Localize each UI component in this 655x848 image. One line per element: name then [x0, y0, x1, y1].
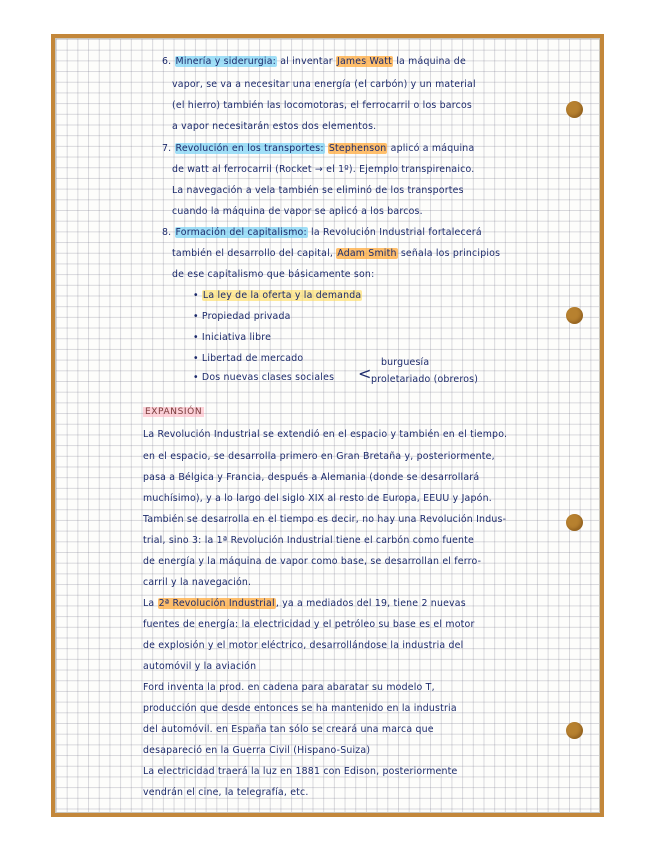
binder-hole-upper-middle: [566, 307, 583, 324]
item7-line2: de watt al ferrocarril (Rocket → el 1º). Ejemplo transpirenaico.: [172, 164, 475, 175]
second-lead-text: La: [143, 598, 155, 609]
item7-text: aplicó a máquina: [390, 143, 475, 154]
item8-text: la Revolución Industrial fortalecerá: [311, 227, 482, 238]
bullet-2-text: Propiedad privada: [201, 311, 291, 322]
exp-line-7: de energía y la máquina de vapor como base, se desarrollan el ferro-: [143, 556, 482, 567]
second-revolution-name: 2ª Revolución Industrial: [158, 598, 275, 609]
bullet-2: • Propiedad privada: [193, 311, 291, 322]
exp2-line-8: La electricidad traerá la luz en 1881 con Edison, posteriormente: [143, 766, 458, 777]
bullet-4-text: Libertad de mercado: [201, 353, 304, 364]
item7-heading: Revolución en los transportes:: [175, 143, 324, 154]
bullet-5-text: Dos nuevas clases sociales: [201, 372, 335, 383]
bullet-1: • La ley de la oferta y la demanda: [193, 290, 362, 301]
bullet-4: • Libertad de mercado: [193, 353, 304, 364]
item8-heading: Formación del capitalismo:: [175, 227, 307, 238]
item8-line3: de ese capitalismo que básicamente son:: [172, 269, 375, 280]
item8-line2: [172, 248, 500, 260]
exp2-line-1: fuentes de energía: la electricidad y el petróleo su base es el motor: [143, 619, 475, 630]
item6-line2: vapor, se va a necesitar una energía (el carbón) y un material: [172, 79, 476, 90]
exp-line-5: También se desarrolla en el tiempo es decir, no hay una Revolución Indus-: [143, 514, 507, 525]
class-burguesia: burguesía: [381, 357, 430, 368]
item6-heading: Minería y siderurgia:: [175, 56, 277, 67]
section-title: [143, 406, 204, 418]
item8-number: 8.: [162, 227, 172, 238]
exp-line-6: trial, sino 3: la 1ª Revolución Industrial tiene el carbón como fuente: [143, 535, 475, 546]
exp2-line-4: Ford inventa la prod. en cadena para abaratar su modelo T,: [143, 682, 435, 693]
exp2-line-9: vendrán el cine, la telegrafía, etc.: [143, 787, 309, 798]
section-title-text: EXPANSIÓN: [145, 407, 203, 417]
bullet-3: • Iniciativa libre: [193, 332, 272, 343]
binder-hole-bottom: [566, 722, 583, 739]
bullet-5: • Dos nuevas clases sociales: [193, 372, 335, 383]
exp-line-8: carril y la navegación.: [143, 577, 252, 588]
binder-hole-top: [566, 101, 583, 118]
item7-line3: La navegación a vela también se eliminó de los transportes: [172, 185, 464, 196]
item7-number: 7.: [162, 143, 172, 154]
item8-name: Adam Smith: [337, 248, 397, 259]
exp-line-4: muchísimo), y a lo largo del siglo XIX al resto de Europa, EEUU y Japón.: [143, 493, 492, 504]
item6-number: 6.: [162, 56, 172, 67]
bullet-1-text: La ley de la oferta y la demanda: [202, 290, 362, 301]
exp-line-2: en el espacio, se desarrolla primero en Gran Bretaña y, posteriormente,: [143, 451, 495, 462]
exp2-line-2: de explosión y el motor eléctrico, desarrollándose la industria del: [143, 640, 464, 651]
exp2-line-3: automóvil y la aviación: [143, 661, 257, 672]
second-lead-cont: , ya a mediados del 19, tiene 2 nuevas: [275, 598, 466, 609]
item7-name: Stephenson: [328, 143, 387, 154]
item6-name: James Watt: [337, 56, 393, 67]
exp2-line-5: producción que desde entonces se ha mantenido en la industria: [143, 703, 457, 714]
exp-line-3: pasa a Bélgica y Francia, después a Alemania (donde se desarrollará: [143, 472, 480, 483]
item6-text-cont: la máquina de: [396, 56, 466, 67]
exp-line-1: La Revolución Industrial se extendió en el espacio y también en el tiempo.: [143, 429, 508, 440]
item8-line2-text: también el desarrollo del capital,: [172, 248, 334, 259]
bullet-3-text: Iniciativa libre: [201, 332, 272, 343]
item8-line1: [162, 227, 482, 239]
class-brace: <: [358, 364, 372, 383]
item7-line4: cuando la máquina de vapor se aplicó a los barcos.: [172, 206, 423, 217]
item6-text: al inventar: [280, 56, 333, 67]
item6-line3: (el hierro) también las locomotoras, el ferrocarril o los barcos: [172, 100, 472, 111]
exp2-line-6: del automóvil. en España tan sólo se creará una marca que: [143, 724, 434, 735]
item8-line2-cont: señala los principios: [400, 248, 501, 259]
binder-hole-lower-middle: [566, 514, 583, 531]
item6-line1: [162, 56, 466, 68]
item7-line1: [162, 143, 474, 155]
item6-line4: a vapor necesitarán estos dos elementos.: [172, 121, 377, 132]
class-proletariado: proletariado (obreros): [371, 374, 479, 385]
exp-second-lead: [143, 598, 466, 610]
exp2-line-7: desapareció en la Guerra Civil (Hispano-Suiza): [143, 745, 371, 756]
